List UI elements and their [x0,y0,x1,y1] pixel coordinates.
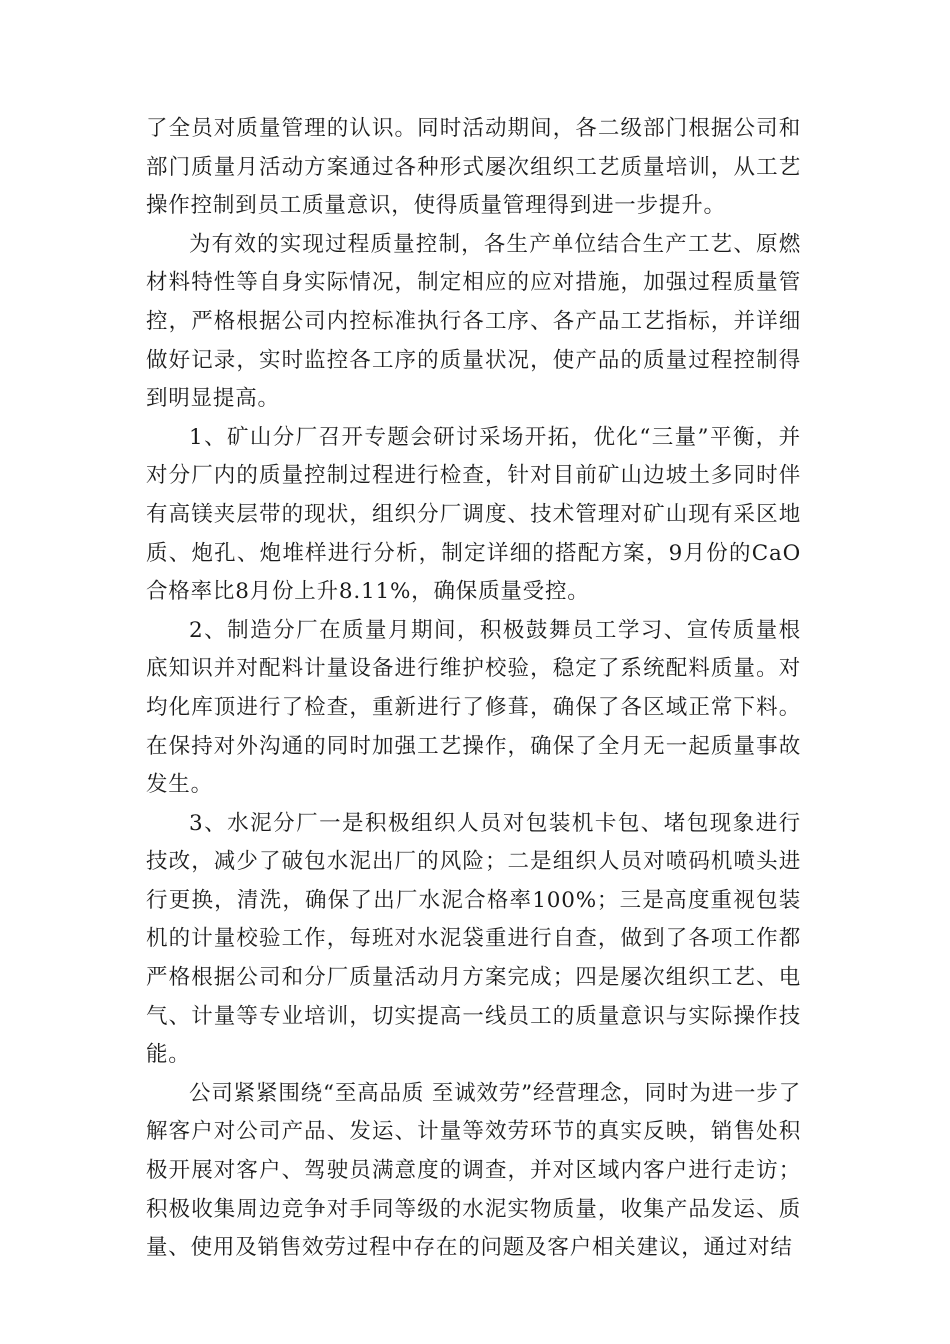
paragraph-customer-service: 公司紧紧围绕“至高品质 至诚效劳”经营理念，同时为进一步了解客户对公司产品、发运、计量等效劳环节的真实反映，销售处积极开展对客户、驾驶员满意度的调查，并对区域内客户进行走访；积极收集周边竞争对手同等级的水泥实物质量，收集产品发运、质量、使用及销售效劳过程中存在的问题及客户相关建议，通过对结 [146,1080,801,1261]
paragraph-process-quality-control: 为有效的实现过程质量控制，各生产单位结合生产工艺、原燃材料特性等自身实际情况，制定相应的应对措施，加强过程质量管控，严格根据公司内控标准执行各工序、各产品工艺指标，并详细做好记录，实时监控各工序的质量状况，使产品的质量过程控制得到明显提高。 [146,231,801,412]
paragraph-continuation: 了全员对质量管理的认识。同时活动期间，各二级部门根据公司和部门质量月活动方案通过各种形式屡次组织工艺质量培训，从工艺操作控制到员工质量意识，使得质量管理得到进一步提升。 [146,116,801,219]
paragraph-cement-branch: 3、水泥分厂一是积极组织人员对包装机卡包、堵包现象进行技改，减少了破包水泥出厂的风险；二是组织人员对喷码机喷头进行更换，清洗，确保了出厂水泥合格率100%；三是高度重视包装机的计量校验工作，每班对水泥袋重进行自查，做到了各项工作都严格根据公司和分厂质量活动月方案完成；四是屡次组织工艺、电气、计量等专业培训，切实提高一线员工的质量意识与实际操作技能。 [146,810,801,1068]
paragraph-mining-branch: 1、矿山分厂召开专题会研讨采场开拓，优化“三量”平衡，并对分厂内的质量控制过程进行检查，针对目前矿山边坡土多同时伴有高镁夹层带的现状，组织分厂调度、技术管理对矿山现有采区地质、炮孔、炮堆样进行分析，制定详细的搭配方案，9月份的CaO合格率比8月份上升8.11%，确保质量受控。 [146,424,801,605]
document-body [146,110,801,1268]
paragraph-manufacturing-branch: 2、制造分厂在质量月期间，积极鼓舞员工学习、宣传质量根底知识并对配料计量设备进行维护校验，稳定了系统配料质量。对均化库顶进行了检查，重新进行了修葺，确保了各区域正常下料。在保持对外沟通的同时加强工艺操作，确保了全月无一起质量事故发生。 [146,617,801,798]
